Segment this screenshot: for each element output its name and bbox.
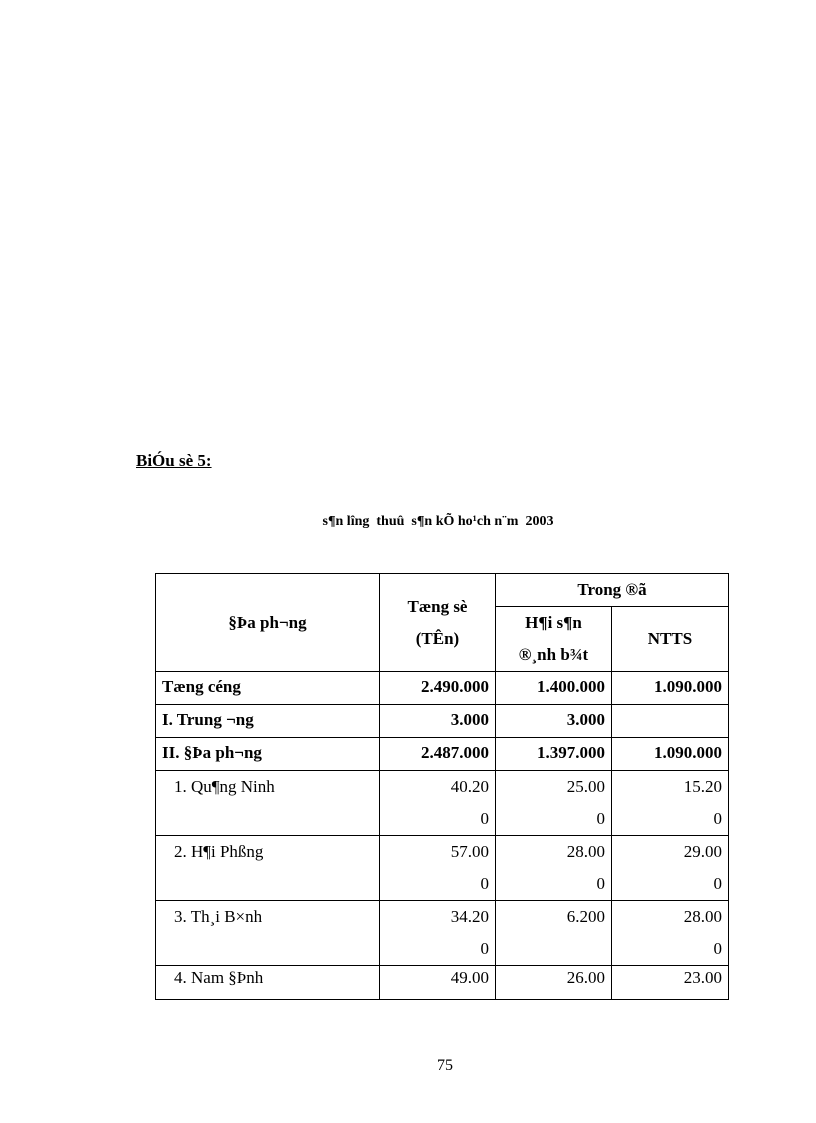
header-total-line1: Tæng sè (407, 596, 468, 616)
table-row (156, 901, 729, 966)
row-total: 2.490.000 (380, 672, 496, 705)
table-title: s¶n lîng thuû s¶n kÕ ho¹ch n¨m 2003 (322, 514, 554, 529)
header-total-line2: (TÊn) (415, 628, 460, 648)
table-row (156, 705, 729, 738)
table-caption-label: BiÓu sè 5: (136, 451, 212, 470)
row-ntts (612, 705, 729, 738)
row-total: 49.00 (380, 966, 496, 1000)
row-name: 4. Nam §Þnh (156, 966, 380, 1000)
row-sea: 26.00 (496, 966, 612, 1000)
data-table (155, 573, 729, 1000)
row-sea: 6.200 (566, 907, 605, 926)
row-total: 40.200 (450, 777, 489, 828)
row-sea: 3.000 (496, 705, 612, 738)
row-sea: 1.397.000 (496, 738, 612, 771)
header-group: Trong ®ã (496, 574, 729, 607)
table-row (156, 672, 729, 705)
row-ntts: 28.000 (683, 907, 722, 958)
page-number: 75 (437, 1057, 453, 1074)
row-name: 2. H¶i Phßng (156, 836, 380, 901)
row-name: I. Trung ¬ng (156, 705, 380, 738)
row-ntts: 29.000 (683, 842, 722, 893)
table-row (156, 966, 729, 1000)
table-row (156, 738, 729, 771)
row-total: 34.200 (450, 907, 489, 958)
header-total (380, 574, 496, 672)
header-ntts: NTTS (612, 607, 729, 672)
row-total: 3.000 (380, 705, 496, 738)
header-sea-line1: H¶i s¶n (525, 613, 582, 632)
row-ntts: 1.090.000 (612, 672, 729, 705)
row-ntts: 1.090.000 (612, 738, 729, 771)
row-name: 3. Th¸i B×nh (156, 901, 380, 966)
header-sea-line2: ®¸nh b¾t (518, 645, 589, 664)
header-sea-catch (496, 607, 612, 672)
header-location: §Þa ph¬ng (156, 574, 380, 672)
row-name: 1. Qu¶ng Ninh (156, 771, 380, 836)
table-row (156, 836, 729, 901)
row-sea: 28.000 (566, 842, 605, 893)
row-ntts: 23.00 (612, 966, 729, 1000)
row-total: 57.000 (450, 842, 489, 893)
row-name: Tæng céng (156, 672, 380, 705)
row-sea: 1.400.000 (496, 672, 612, 705)
row-sea: 25.000 (566, 777, 605, 828)
row-ntts: 15.200 (683, 777, 722, 828)
table-row (156, 771, 729, 836)
row-name: II. §Þa ph¬ng (156, 738, 380, 771)
row-total: 2.487.000 (380, 738, 496, 771)
